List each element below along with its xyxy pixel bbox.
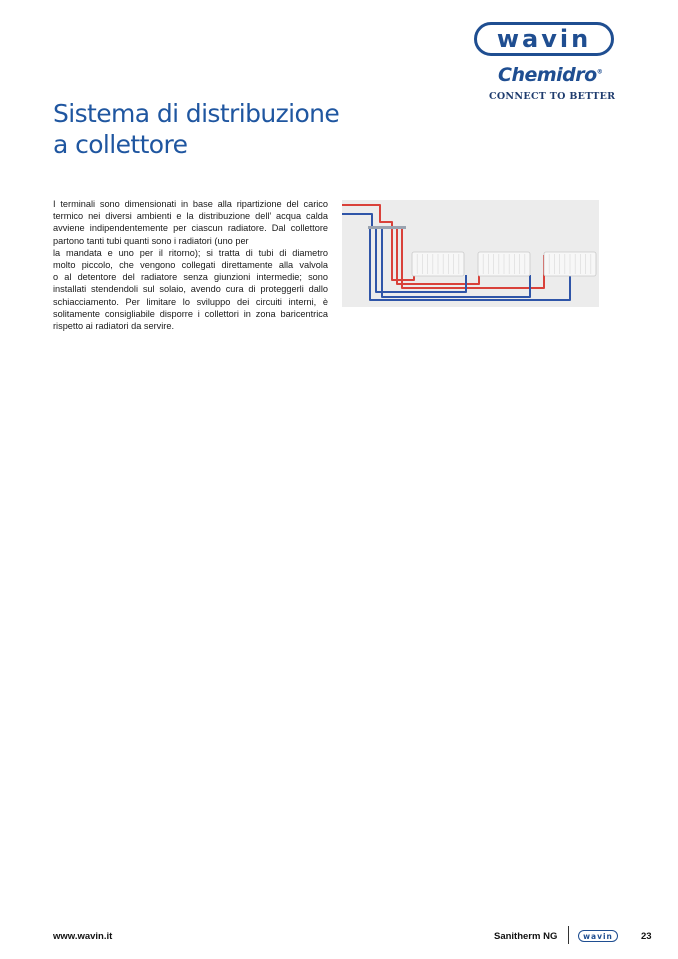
body-line: avviene indipendentemente per ciascun radiatore. Dal collettore — [53, 223, 328, 234]
footer-divider — [568, 926, 569, 944]
chemidro-logo: Chemidro® — [498, 64, 603, 86]
brand-tagline: CONNECT TO BETTER — [489, 91, 616, 102]
body-line: partono tanti tubi quanti sono i radiatori (uno per — [53, 235, 249, 246]
body-line: solitamente consigliabile disporre i collettori in zona baricentrica — [53, 308, 328, 319]
wavin-logo: wavin — [474, 22, 614, 56]
body-line: molto piccolo, che vengono collegati direttamente alla valvola — [53, 260, 328, 271]
body-line: termico nei diversi ambienti e la distribuzione dell’ acqua calda — [53, 211, 328, 222]
body-line: I terminali sono dimensionati in base alla ripartizione del carico — [53, 199, 328, 209]
manifold-distribution-diagram — [342, 200, 599, 307]
page-title — [53, 98, 339, 160]
body-line: installati stendendoli sul solaio, avendo cura di proteggerli dallo — [53, 284, 328, 295]
footer-website: www.wavin.it — [53, 931, 113, 942]
footer-wavin-logo: wavin — [578, 930, 618, 942]
body-paragraph — [53, 198, 328, 332]
manifold-bar — [368, 226, 406, 229]
body-line: la mandata e uno per il ritorno); si tratta di tubi di diametro — [53, 247, 328, 258]
page-number: 23 — [641, 931, 652, 942]
footer-product-name: Sanitherm NG — [494, 931, 558, 942]
title-line-1: Sistema di distribuzione — [53, 99, 340, 128]
radiators — [412, 252, 596, 276]
body-line: o al detentore del radiatore senza giunzioni intermedie; sono — [53, 272, 328, 283]
body-line: schiacciamento. Per limitare lo sviluppo dei circuiti interni, è — [53, 296, 328, 307]
manifold — [368, 226, 406, 229]
title-line-2: a collettore — [53, 130, 188, 159]
body-line: rispetto ai radiatori da servire. — [53, 321, 175, 332]
